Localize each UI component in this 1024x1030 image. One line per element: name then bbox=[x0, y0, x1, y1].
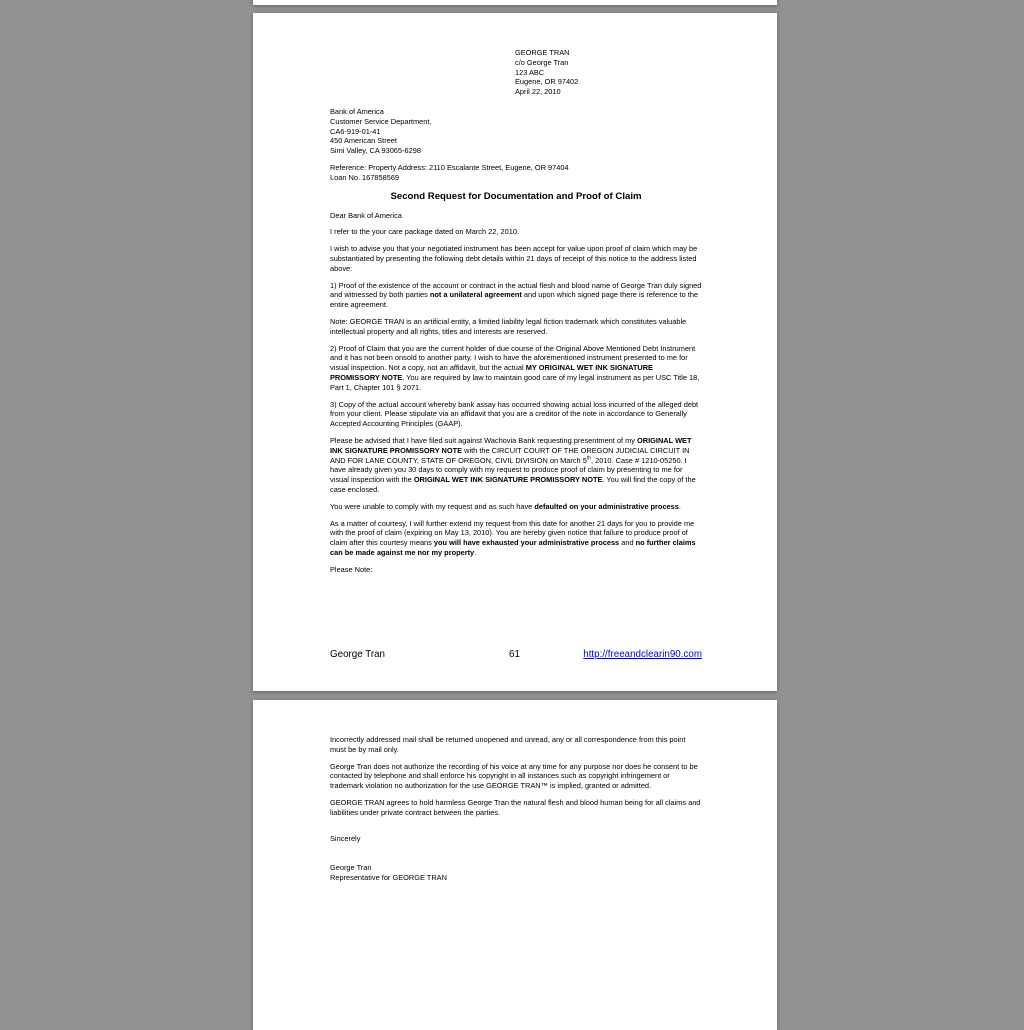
footer-link[interactable]: http://freeandclearin90.com bbox=[583, 649, 702, 660]
text: You were unable to comply with my request and as such have bbox=[330, 501, 535, 511]
text: , 2010. Case # 1210-05250. I have already given you 30 days to comply with my request to produce proof of claim by presenting to me for visual inspection with the bbox=[330, 455, 687, 485]
recipient-address bbox=[330, 107, 702, 156]
paragraph-proof-1 bbox=[330, 281, 702, 310]
text: . You will find the copy of the case enclosed. bbox=[330, 475, 696, 494]
reference-loan: Loan No. 167858569 bbox=[330, 172, 400, 182]
text: with the CIRCUIT COURT OF THE OREGON JUDICIAL CIRCUIT IN AND FOR LANE COUNTY, STATE OF OREGON, CIVIL DIVISION on March 5 bbox=[330, 445, 690, 465]
sender-line: Eugene, OR 97402 bbox=[515, 77, 579, 87]
superscript: th bbox=[586, 455, 591, 462]
letter-title: Second Request for Documentation and Proof of Claim bbox=[390, 190, 642, 202]
recipient-line: Bank of America bbox=[330, 107, 384, 116]
paragraph-harmless: GEORGE TRAN agrees to hold harmless George Tran the natural flesh and blood human being for all claims and liabilities under private contract between the parties. bbox=[330, 797, 701, 817]
bold-text: no further claims can be made against me nor my property bbox=[330, 538, 696, 557]
bold-text: you will have exhausted your administrative process bbox=[433, 538, 620, 548]
letter-body-continued bbox=[330, 735, 702, 890]
paragraph-courtesy bbox=[330, 519, 702, 558]
sender-address bbox=[515, 48, 578, 97]
paragraph-proof-3: 3) Copy of the actual account whereby bank assay has occurred showing actual loss incurred of the alleged debt from your client. Please stipulate via an affidavit that you are a creditor of the note in accordance to Generally Accepted Accounting Principles (GAAP). bbox=[330, 399, 699, 429]
paragraph-suit bbox=[330, 436, 702, 495]
letter-date: April 22, 2010 bbox=[515, 87, 561, 97]
paragraph-refer: I refer to the your care package dated on March 22, 2010. bbox=[330, 227, 519, 237]
sender-line: c/o George Tran bbox=[515, 57, 569, 67]
signature-title: Representative for GEORGE TRAN bbox=[330, 873, 447, 883]
text: 2) Proof of Claim that you are the current holder of due course of the Original Above Mentioned Debt Instrument and it has not been onsold to another party. I wish to have the aforementioned instrument presented to me for visual inspection. Not a copy, not an affidavit, but the actual bbox=[330, 343, 696, 373]
document-page-2 bbox=[253, 700, 777, 1030]
recipient-line: Customer Service Department, bbox=[330, 116, 432, 126]
text: . You are required by law to maintain good care of my legal instrument as per USC Title 18, Part 1, Chapter 101 § 2071. bbox=[330, 372, 700, 392]
paragraph-proof-2 bbox=[330, 344, 702, 393]
text: and bbox=[619, 538, 636, 548]
reference-property: Reference: Property Address: 2110 Escalante Street, Eugene, OR 97404 bbox=[330, 162, 569, 172]
recipient-line: 450 American Street bbox=[330, 136, 397, 146]
text: As a matter of courtesy, I will further extend my request from this date for another 21 days for you to provide me with the proof of claim (expiring on May 13, 2010). You are hereby given notice that failure to produce proof of claim after this courtesy means bbox=[330, 518, 695, 548]
text: . bbox=[474, 547, 477, 557]
bold-text: defaulted on your administrative process bbox=[534, 501, 679, 511]
bold-text: ORIGINAL WET INK SIGNATURE PROMISSORY NOTE bbox=[330, 435, 692, 455]
recipient-line: CA6-919-01-41 bbox=[330, 126, 381, 136]
sender-line: GEORGE TRAN bbox=[515, 48, 570, 57]
paragraph-advise: I wish to advise you that your negotiated instrument has been accept for value upon proof of claim which may be substantiated by presenting the following debt details within 21 days of receipt of this notice to the address listed above: bbox=[330, 244, 698, 273]
paragraph-note: Note: GEORGE TRAN is an artificial entity, a limited liability legal fiction trademark which constitutes valuable intellectual property and all rights, titles and interests are reserved. bbox=[330, 316, 687, 336]
bold-text: MY ORIGINAL WET INK SIGNATURE PROMISSORY NOTE bbox=[330, 363, 653, 382]
signature-block bbox=[330, 863, 702, 883]
page-number: 61 bbox=[509, 649, 520, 660]
text: Please be advised that I have filed suit against Wachovia Bank requesting presentment of my bbox=[330, 435, 638, 445]
signature-name: George Tran bbox=[330, 863, 372, 873]
page-footer bbox=[330, 649, 702, 663]
please-note: Please Note: bbox=[330, 564, 373, 574]
paragraph-mail: Incorrectly addressed mail shall be returned unopened and unread, any or all correspondence from this point must be by mail only. bbox=[330, 735, 686, 754]
bold-text: ORIGINAL WET INK SIGNATURE PROMISSORY NOTE bbox=[413, 475, 603, 485]
closing: Sincerely bbox=[330, 833, 361, 843]
text: and upon which signed page there is reference to the entire agreement. bbox=[330, 290, 699, 310]
footer-author: George Tran bbox=[330, 649, 386, 660]
paragraph-voice: George Tran does not authorize the recording of his voice at any time for any purpose nor does he consent to be contacted by telephone and shall enforce his copyright in all instances such as copyright infringement or trademark violation no authorization for the use GEORGE TRAN™ is implied, granted or admitted. bbox=[330, 761, 698, 791]
reference bbox=[330, 163, 702, 183]
recipient-line: Simi Valley, CA 93065-6298 bbox=[330, 146, 421, 156]
bold-text: not a unilateral agreement bbox=[429, 290, 522, 300]
previous-page bbox=[253, 0, 777, 5]
text: 1) Proof of the existence of the account or contract in the actual flesh and blood name of George Tran duly signed and witnessed by both parties bbox=[330, 280, 702, 300]
paragraph-unable bbox=[330, 502, 702, 512]
text: . bbox=[678, 501, 681, 511]
document-page-1 bbox=[253, 13, 777, 691]
letter-body bbox=[330, 107, 702, 581]
sender-line: 123 ABC bbox=[515, 67, 545, 77]
salutation: Dear Bank of America bbox=[330, 210, 402, 220]
